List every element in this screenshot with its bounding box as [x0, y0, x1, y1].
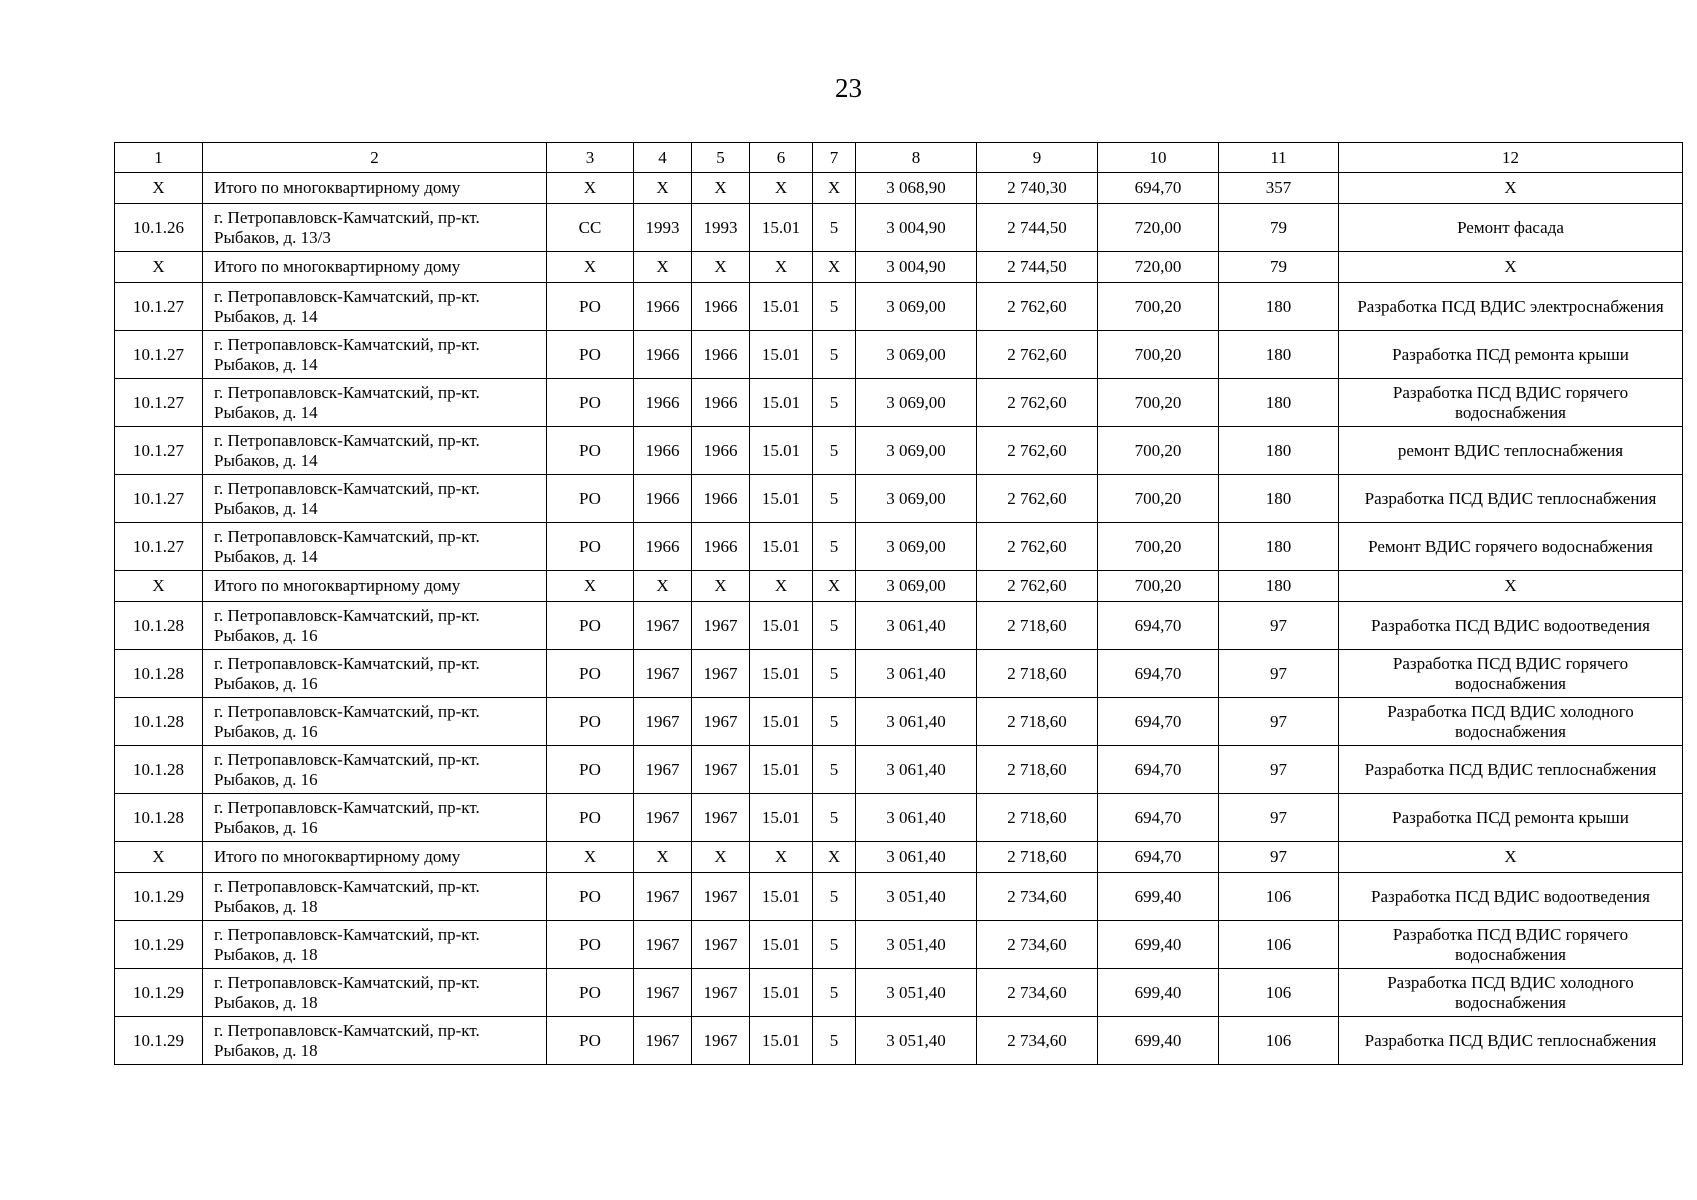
column-header-10: 10 — [1098, 143, 1219, 173]
table-row — [115, 602, 1683, 650]
number-cell: 10.1.29 — [115, 921, 203, 969]
table-row — [115, 873, 1683, 921]
table-row — [115, 331, 1683, 379]
number-cell: X — [115, 571, 203, 602]
year-commission-cell: X — [692, 252, 750, 283]
work-type-cell: Разработка ПСД ВДИС горячего водоснабжения — [1339, 921, 1683, 969]
year-commission-cell: 1967 — [692, 698, 750, 746]
work-type-cell: Разработка ПСД ВДИС водоотведения — [1339, 873, 1683, 921]
type-cell: РО — [547, 650, 634, 698]
type-cell: РО — [547, 921, 634, 969]
floors-cell: X — [813, 842, 856, 873]
living-area-cell: 2 718,60 — [977, 698, 1098, 746]
type-cell: РО — [547, 379, 634, 427]
nonliving-area-cell: 720,00 — [1098, 204, 1219, 252]
residents-cell: 97 — [1219, 698, 1339, 746]
living-area-cell: 2 744,50 — [977, 204, 1098, 252]
total-row — [115, 842, 1683, 873]
table-row — [115, 969, 1683, 1017]
date-cell: 15.01 — [750, 331, 813, 379]
address-cell: г. Петропавловск-Камчатский, пр-кт. Рыбаков, д. 18 — [203, 969, 547, 1017]
total-area-cell: 3 069,00 — [856, 331, 977, 379]
year-commission-cell: 1967 — [692, 1017, 750, 1065]
residents-cell: 79 — [1219, 252, 1339, 283]
total-area-cell: 3 051,40 — [856, 1017, 977, 1065]
column-header-5: 5 — [692, 143, 750, 173]
number-cell: 10.1.29 — [115, 1017, 203, 1065]
living-area-cell: 2 718,60 — [977, 602, 1098, 650]
table-row — [115, 794, 1683, 842]
number-cell: 10.1.28 — [115, 794, 203, 842]
work-type-cell: Разработка ПСД ВДИС водоотведения — [1339, 602, 1683, 650]
table-row — [115, 746, 1683, 794]
date-cell: 15.01 — [750, 650, 813, 698]
living-area-cell: 2 762,60 — [977, 379, 1098, 427]
nonliving-area-cell: 694,70 — [1098, 746, 1219, 794]
address-cell: г. Петропавловск-Камчатский, пр-кт. Рыбаков, д. 14 — [203, 331, 547, 379]
nonliving-area-cell: 700,20 — [1098, 475, 1219, 523]
total-area-cell: 3 004,90 — [856, 204, 977, 252]
year-commission-cell: 1967 — [692, 746, 750, 794]
table-row — [115, 427, 1683, 475]
date-cell: 15.01 — [750, 921, 813, 969]
table-row — [115, 475, 1683, 523]
floors-cell: 5 — [813, 873, 856, 921]
living-area-cell: 2 734,60 — [977, 873, 1098, 921]
address-cell: г. Петропавловск-Камчатский, пр-кт. Рыбаков, д. 13/3 — [203, 204, 547, 252]
work-type-cell: ремонт ВДИС теплоснабжения — [1339, 427, 1683, 475]
date-cell: 15.01 — [750, 794, 813, 842]
type-cell: РО — [547, 1017, 634, 1065]
address-cell: Итого по многоквартирному дому — [203, 842, 547, 873]
year-built-cell: X — [634, 173, 692, 204]
type-cell: РО — [547, 794, 634, 842]
year-commission-cell: X — [692, 571, 750, 602]
year-built-cell: 1966 — [634, 379, 692, 427]
number-cell: X — [115, 252, 203, 283]
type-cell: РО — [547, 475, 634, 523]
address-cell: г. Петропавловск-Камчатский, пр-кт. Рыбаков, д. 18 — [203, 873, 547, 921]
year-commission-cell: 1967 — [692, 921, 750, 969]
type-cell: РО — [547, 602, 634, 650]
number-cell: 10.1.27 — [115, 427, 203, 475]
total-area-cell: 3 069,00 — [856, 475, 977, 523]
year-commission-cell: 1966 — [692, 475, 750, 523]
total-area-cell: 3 069,00 — [856, 427, 977, 475]
column-header-2: 2 — [203, 143, 547, 173]
date-cell: 15.01 — [750, 523, 813, 571]
address-cell: г. Петропавловск-Камчатский, пр-кт. Рыбаков, д. 16 — [203, 794, 547, 842]
address-cell: Итого по многоквартирному дому — [203, 252, 547, 283]
work-type-cell: X — [1339, 252, 1683, 283]
total-area-cell: 3 051,40 — [856, 873, 977, 921]
column-header-4: 4 — [634, 143, 692, 173]
number-cell: 10.1.27 — [115, 283, 203, 331]
work-type-cell: Разработка ПСД ВДИС холодного водоснабжения — [1339, 969, 1683, 1017]
year-commission-cell: 1967 — [692, 602, 750, 650]
nonliving-area-cell: 694,70 — [1098, 698, 1219, 746]
floors-cell: 5 — [813, 204, 856, 252]
living-area-cell: 2 762,60 — [977, 523, 1098, 571]
nonliving-area-cell: 694,70 — [1098, 173, 1219, 204]
repair-program-table — [114, 142, 1683, 1065]
year-built-cell: 1966 — [634, 331, 692, 379]
residents-cell: 97 — [1219, 794, 1339, 842]
address-cell: г. Петропавловск-Камчатский, пр-кт. Рыбаков, д. 14 — [203, 283, 547, 331]
living-area-cell: 2 734,60 — [977, 1017, 1098, 1065]
total-area-cell: 3 061,40 — [856, 602, 977, 650]
residents-cell: 97 — [1219, 602, 1339, 650]
date-cell: 15.01 — [750, 427, 813, 475]
date-cell: 15.01 — [750, 873, 813, 921]
year-built-cell: 1967 — [634, 650, 692, 698]
year-commission-cell: 1966 — [692, 427, 750, 475]
floors-cell: 5 — [813, 602, 856, 650]
type-cell: РО — [547, 698, 634, 746]
type-cell: РО — [547, 523, 634, 571]
table-row — [115, 650, 1683, 698]
floors-cell: 5 — [813, 283, 856, 331]
total-area-cell: 3 069,00 — [856, 283, 977, 331]
living-area-cell: 2 718,60 — [977, 650, 1098, 698]
number-cell: 10.1.26 — [115, 204, 203, 252]
residents-cell: 106 — [1219, 921, 1339, 969]
date-cell: 15.01 — [750, 379, 813, 427]
residents-cell: 180 — [1219, 475, 1339, 523]
total-area-cell: 3 069,00 — [856, 379, 977, 427]
year-commission-cell: 1967 — [692, 794, 750, 842]
address-cell: г. Петропавловск-Камчатский, пр-кт. Рыбаков, д. 16 — [203, 650, 547, 698]
residents-cell: 180 — [1219, 331, 1339, 379]
type-cell: X — [547, 173, 634, 204]
address-cell: г. Петропавловск-Камчатский, пр-кт. Рыбаков, д. 14 — [203, 475, 547, 523]
living-area-cell: 2 762,60 — [977, 283, 1098, 331]
address-cell: Итого по многоквартирному дому — [203, 571, 547, 602]
address-cell: г. Петропавловск-Камчатский, пр-кт. Рыбаков, д. 16 — [203, 602, 547, 650]
work-type-cell: Разработка ПСД ремонта крыши — [1339, 794, 1683, 842]
nonliving-area-cell: 694,70 — [1098, 602, 1219, 650]
floors-cell: 5 — [813, 427, 856, 475]
living-area-cell: 2 734,60 — [977, 969, 1098, 1017]
nonliving-area-cell: 694,70 — [1098, 650, 1219, 698]
table-body — [115, 143, 1683, 1065]
table-row — [115, 698, 1683, 746]
living-area-cell: 2 734,60 — [977, 921, 1098, 969]
year-built-cell: 1967 — [634, 873, 692, 921]
total-row — [115, 571, 1683, 602]
nonliving-area-cell: 700,20 — [1098, 331, 1219, 379]
total-area-cell: 3 061,40 — [856, 842, 977, 873]
living-area-cell: 2 762,60 — [977, 427, 1098, 475]
number-cell: 10.1.28 — [115, 698, 203, 746]
work-type-cell: X — [1339, 173, 1683, 204]
nonliving-area-cell: 694,70 — [1098, 794, 1219, 842]
total-area-cell: 3 004,90 — [856, 252, 977, 283]
column-header-6: 6 — [750, 143, 813, 173]
residents-cell: 97 — [1219, 842, 1339, 873]
type-cell: РО — [547, 969, 634, 1017]
table-row — [115, 379, 1683, 427]
column-header-12: 12 — [1339, 143, 1683, 173]
total-area-cell: 3 069,00 — [856, 523, 977, 571]
residents-cell: 97 — [1219, 746, 1339, 794]
work-type-cell: Разработка ПСД ремонта крыши — [1339, 331, 1683, 379]
work-type-cell: X — [1339, 842, 1683, 873]
living-area-cell: 2 762,60 — [977, 571, 1098, 602]
year-commission-cell: 1967 — [692, 969, 750, 1017]
floors-cell: 5 — [813, 650, 856, 698]
work-type-cell: Ремонт ВДИС горячего водоснабжения — [1339, 523, 1683, 571]
total-row — [115, 252, 1683, 283]
residents-cell: 180 — [1219, 427, 1339, 475]
number-cell: 10.1.28 — [115, 602, 203, 650]
nonliving-area-cell: 699,40 — [1098, 969, 1219, 1017]
year-commission-cell: 1966 — [692, 379, 750, 427]
type-cell: РО — [547, 331, 634, 379]
page-number: 23 — [835, 73, 862, 103]
date-cell: 15.01 — [750, 698, 813, 746]
type-cell: РО — [547, 427, 634, 475]
year-built-cell: 1966 — [634, 523, 692, 571]
number-cell: 10.1.27 — [115, 379, 203, 427]
work-type-cell: Разработка ПСД ВДИС горячего водоснабжения — [1339, 379, 1683, 427]
number-cell: 10.1.27 — [115, 523, 203, 571]
total-area-cell: 3 061,40 — [856, 746, 977, 794]
date-cell: 15.01 — [750, 969, 813, 1017]
year-built-cell: 1966 — [634, 283, 692, 331]
total-area-cell: 3 051,40 — [856, 921, 977, 969]
floors-cell: 5 — [813, 1017, 856, 1065]
total-area-cell: 3 051,40 — [856, 969, 977, 1017]
residents-cell: 106 — [1219, 1017, 1339, 1065]
residents-cell: 180 — [1219, 571, 1339, 602]
floors-cell: 5 — [813, 331, 856, 379]
year-built-cell: X — [634, 252, 692, 283]
number-cell: 10.1.28 — [115, 650, 203, 698]
year-commission-cell: 1966 — [692, 523, 750, 571]
residents-cell: 180 — [1219, 379, 1339, 427]
column-header-9: 9 — [977, 143, 1098, 173]
nonliving-area-cell: 700,20 — [1098, 427, 1219, 475]
year-built-cell: X — [634, 571, 692, 602]
date-cell: 15.01 — [750, 602, 813, 650]
work-type-cell: Разработка ПСД ВДИС теплоснабжения — [1339, 475, 1683, 523]
year-commission-cell: X — [692, 842, 750, 873]
total-area-cell: 3 069,00 — [856, 571, 977, 602]
number-cell: 10.1.27 — [115, 475, 203, 523]
year-built-cell: 1967 — [634, 1017, 692, 1065]
type-cell: РО — [547, 746, 634, 794]
date-cell: 15.01 — [750, 204, 813, 252]
address-cell: г. Петропавловск-Камчатский, пр-кт. Рыбаков, д. 16 — [203, 698, 547, 746]
year-built-cell: 1966 — [634, 427, 692, 475]
type-cell: X — [547, 252, 634, 283]
residents-cell: 79 — [1219, 204, 1339, 252]
year-built-cell: 1967 — [634, 602, 692, 650]
total-row — [115, 173, 1683, 204]
living-area-cell: 2 762,60 — [977, 475, 1098, 523]
address-cell: г. Петропавловск-Камчатский, пр-кт. Рыбаков, д. 14 — [203, 523, 547, 571]
floors-cell: 5 — [813, 698, 856, 746]
residents-cell: 106 — [1219, 969, 1339, 1017]
column-header-11: 11 — [1219, 143, 1339, 173]
address-cell: г. Петропавловск-Камчатский, пр-кт. Рыбаков, д. 18 — [203, 1017, 547, 1065]
date-cell: 15.01 — [750, 283, 813, 331]
year-built-cell: 1966 — [634, 475, 692, 523]
type-cell: X — [547, 571, 634, 602]
date-cell: X — [750, 842, 813, 873]
year-commission-cell: 1993 — [692, 204, 750, 252]
header-row — [115, 143, 1683, 173]
total-area-cell: 3 061,40 — [856, 698, 977, 746]
nonliving-area-cell: 699,40 — [1098, 1017, 1219, 1065]
date-cell: X — [750, 252, 813, 283]
year-commission-cell: 1967 — [692, 650, 750, 698]
work-type-cell: X — [1339, 571, 1683, 602]
floors-cell: 5 — [813, 921, 856, 969]
date-cell: 15.01 — [750, 475, 813, 523]
living-area-cell: 2 762,60 — [977, 331, 1098, 379]
floors-cell: X — [813, 173, 856, 204]
living-area-cell: 2 718,60 — [977, 746, 1098, 794]
work-type-cell: Ремонт фасада — [1339, 204, 1683, 252]
floors-cell: X — [813, 252, 856, 283]
address-cell: г. Петропавловск-Камчатский, пр-кт. Рыбаков, д. 18 — [203, 921, 547, 969]
year-commission-cell: 1966 — [692, 283, 750, 331]
work-type-cell: Разработка ПСД ВДИС теплоснабжения — [1339, 1017, 1683, 1065]
year-built-cell: 1967 — [634, 746, 692, 794]
nonliving-area-cell: 699,40 — [1098, 873, 1219, 921]
year-built-cell: 1967 — [634, 698, 692, 746]
floors-cell: 5 — [813, 969, 856, 1017]
floors-cell: X — [813, 571, 856, 602]
living-area-cell: 2 740,30 — [977, 173, 1098, 204]
work-type-cell: Разработка ПСД ВДИС электроснабжения — [1339, 283, 1683, 331]
address-cell: г. Петропавловск-Камчатский, пр-кт. Рыбаков, д. 14 — [203, 427, 547, 475]
number-cell: X — [115, 173, 203, 204]
address-cell: г. Петропавловск-Камчатский, пр-кт. Рыбаков, д. 16 — [203, 746, 547, 794]
living-area-cell: 2 718,60 — [977, 842, 1098, 873]
column-header-8: 8 — [856, 143, 977, 173]
year-commission-cell: 1966 — [692, 331, 750, 379]
type-cell: РО — [547, 283, 634, 331]
nonliving-area-cell: 720,00 — [1098, 252, 1219, 283]
nonliving-area-cell: 699,40 — [1098, 921, 1219, 969]
date-cell: X — [750, 173, 813, 204]
year-built-cell: 1993 — [634, 204, 692, 252]
date-cell: X — [750, 571, 813, 602]
living-area-cell: 2 744,50 — [977, 252, 1098, 283]
residents-cell: 180 — [1219, 523, 1339, 571]
column-header-3: 3 — [547, 143, 634, 173]
work-type-cell: Разработка ПСД ВДИС холодного водоснабжения — [1339, 698, 1683, 746]
column-header-1: 1 — [115, 143, 203, 173]
number-cell: 10.1.28 — [115, 746, 203, 794]
residents-cell: 106 — [1219, 873, 1339, 921]
number-cell: 10.1.29 — [115, 873, 203, 921]
date-cell: 15.01 — [750, 1017, 813, 1065]
total-area-cell: 3 061,40 — [856, 650, 977, 698]
work-type-cell: Разработка ПСД ВДИС теплоснабжения — [1339, 746, 1683, 794]
residents-cell: 97 — [1219, 650, 1339, 698]
column-header-7: 7 — [813, 143, 856, 173]
year-built-cell: 1967 — [634, 921, 692, 969]
year-commission-cell: X — [692, 173, 750, 204]
work-type-cell: Разработка ПСД ВДИС горячего водоснабжения — [1339, 650, 1683, 698]
nonliving-area-cell: 694,70 — [1098, 842, 1219, 873]
address-cell: г. Петропавловск-Камчатский, пр-кт. Рыбаков, д. 14 — [203, 379, 547, 427]
total-area-cell: 3 068,90 — [856, 173, 977, 204]
living-area-cell: 2 718,60 — [977, 794, 1098, 842]
total-area-cell: 3 061,40 — [856, 794, 977, 842]
floors-cell: 5 — [813, 379, 856, 427]
table-row — [115, 283, 1683, 331]
table-row — [115, 1017, 1683, 1065]
nonliving-area-cell: 700,20 — [1098, 571, 1219, 602]
number-cell: X — [115, 842, 203, 873]
floors-cell: 5 — [813, 794, 856, 842]
address-cell: Итого по многоквартирному дому — [203, 173, 547, 204]
number-cell: 10.1.27 — [115, 331, 203, 379]
table-row — [115, 204, 1683, 252]
number-cell: 10.1.29 — [115, 969, 203, 1017]
type-cell: X — [547, 842, 634, 873]
nonliving-area-cell: 700,20 — [1098, 283, 1219, 331]
type-cell: СС — [547, 204, 634, 252]
year-commission-cell: 1967 — [692, 873, 750, 921]
floors-cell: 5 — [813, 523, 856, 571]
type-cell: РО — [547, 873, 634, 921]
year-built-cell: 1967 — [634, 969, 692, 1017]
nonliving-area-cell: 700,20 — [1098, 379, 1219, 427]
table-row — [115, 523, 1683, 571]
date-cell: 15.01 — [750, 746, 813, 794]
nonliving-area-cell: 700,20 — [1098, 523, 1219, 571]
residents-cell: 180 — [1219, 283, 1339, 331]
floors-cell: 5 — [813, 746, 856, 794]
residents-cell: 357 — [1219, 173, 1339, 204]
year-built-cell: X — [634, 842, 692, 873]
table-row — [115, 921, 1683, 969]
floors-cell: 5 — [813, 475, 856, 523]
year-built-cell: 1967 — [634, 794, 692, 842]
